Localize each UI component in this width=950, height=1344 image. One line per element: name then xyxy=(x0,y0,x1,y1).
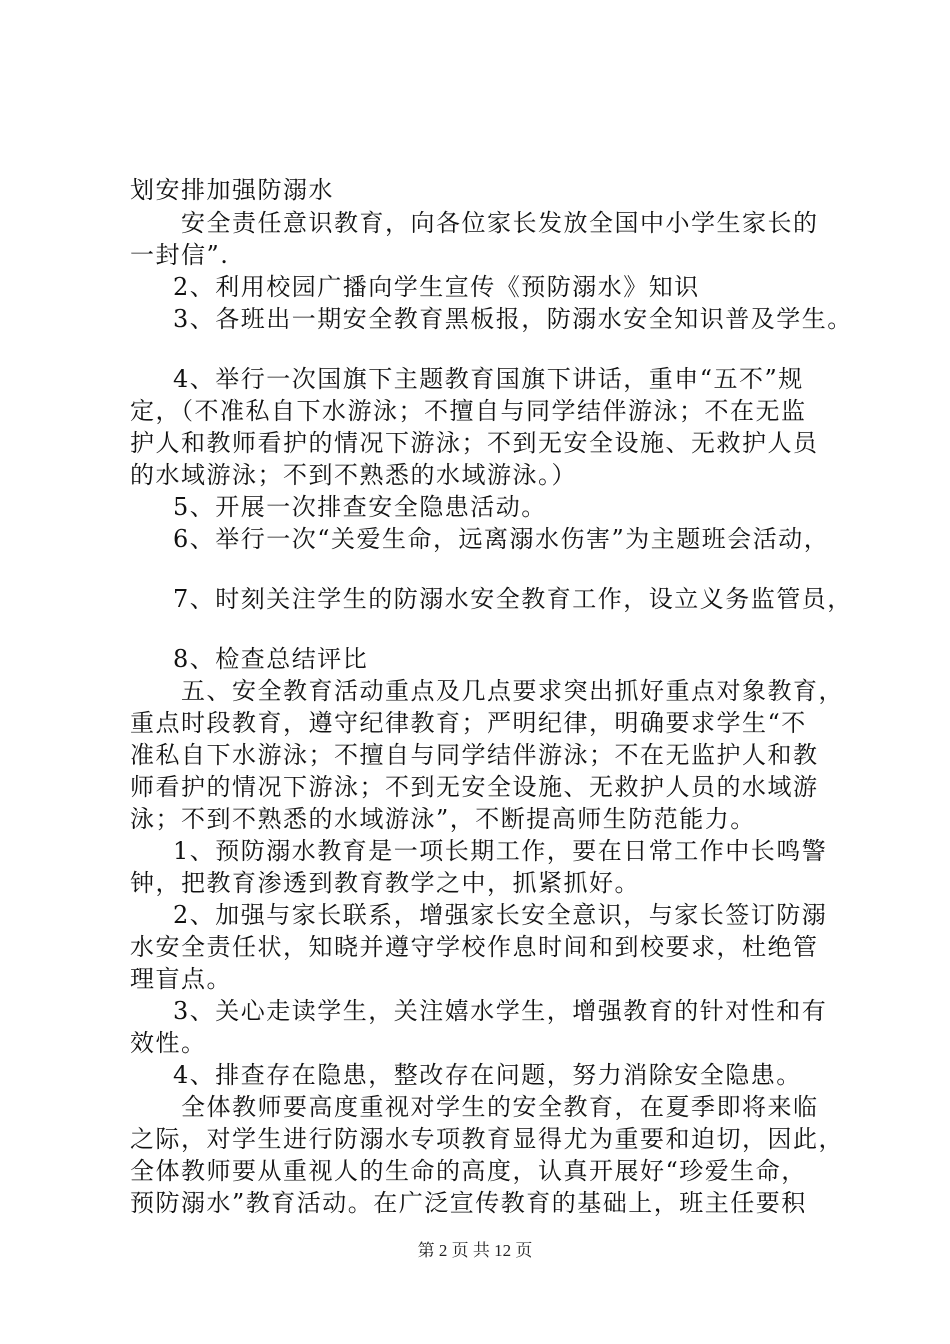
text-line: 6、举行一次“关爱生命，远离溺水伤害”为主题班会活动， xyxy=(173,525,830,553)
text-line: 五、安全教育活动重点及几点要求突出抓好重点对象教育， xyxy=(181,677,844,705)
text-line: 8、检查总结评比 xyxy=(173,645,369,673)
text-line: 预防溺水”教育活动。在广泛宣传教育的基础上，班主任要积 xyxy=(130,1189,807,1217)
text-line: 一封信”. xyxy=(130,241,230,269)
text-line: 全体教师要高度重视对学生的安全教育，在夏季即将来临 xyxy=(181,1093,819,1121)
text-line: 钟，把教育渗透到教育教学之中，抓紧抓好。 xyxy=(130,869,640,897)
text-line: 师看护的情况下游泳；不到无安全设施、无救护人员的水域游 xyxy=(130,773,819,801)
text-line: 定，（不准私自下水游泳；不擅自与同学结伴游泳；不在无监 xyxy=(130,397,807,425)
text-line: 3、各班出一期安全教育黑板报，防溺水安全知识普及学生。 xyxy=(173,305,853,333)
text-line: 划安排加强防溺水 xyxy=(130,176,334,204)
text-line: 效性。 xyxy=(130,1029,207,1057)
text-line: 4、排查存在隐患，整改存在问题，努力消除安全隐患。 xyxy=(173,1061,802,1089)
text-line: 准私自下水游泳；不擅自与同学结伴游泳；不在无监护人和教 xyxy=(130,741,819,769)
text-line: 理盲点。 xyxy=(130,965,232,993)
text-line: 全体教师要从重视人的生命的高度，认真开展好“珍爱生命， xyxy=(130,1157,807,1185)
text-line: 3、关心走读学生，关注嬉水学生，增强教育的针对性和有 xyxy=(173,997,828,1025)
text-line: 5、开展一次排查安全隐患活动。 xyxy=(173,493,547,521)
text-line: 水安全责任状，知晓并遵守学校作息时间和到校要求，杜绝管 xyxy=(130,933,819,961)
text-line: 2、加强与家长联系，增强家长安全意识，与家长签订防溺 xyxy=(173,901,828,929)
text-line: 2、利用校园广播向学生宣传《预防溺水》知识 xyxy=(173,273,700,301)
text-line: 的水域游泳；不到不熟悉的水域游泳。） xyxy=(130,461,577,489)
text-line: 4、举行一次国旗下主题教育国旗下讲话，重申“五不”规 xyxy=(173,365,804,393)
text-line: 7、时刻关注学生的防溺水安全教育工作，设立义务监管员， xyxy=(173,585,853,613)
text-line: 安全责任意识教育，向各位家长发放全国中小学生家长的 xyxy=(181,209,819,237)
page-number-footer: 第 2 页 共 12 页 xyxy=(417,1241,533,1260)
text-line: 之际，对学生进行防溺水专项教育显得尤为重要和迫切，因此， xyxy=(130,1125,844,1153)
text-line: 泳；不到不熟悉的水域游泳”，不断提高师生防范能力。 xyxy=(130,805,756,833)
text-line: 1、预防溺水教育是一项长期工作，要在日常工作中长鸣警 xyxy=(173,837,828,865)
text-line: 重点时段教育，遵守纪律教育；严明纪律，明确要求学生“不 xyxy=(130,709,807,737)
text-line: 护人和教师看护的情况下游泳；不到无安全设施、无救护人员 xyxy=(130,429,819,457)
